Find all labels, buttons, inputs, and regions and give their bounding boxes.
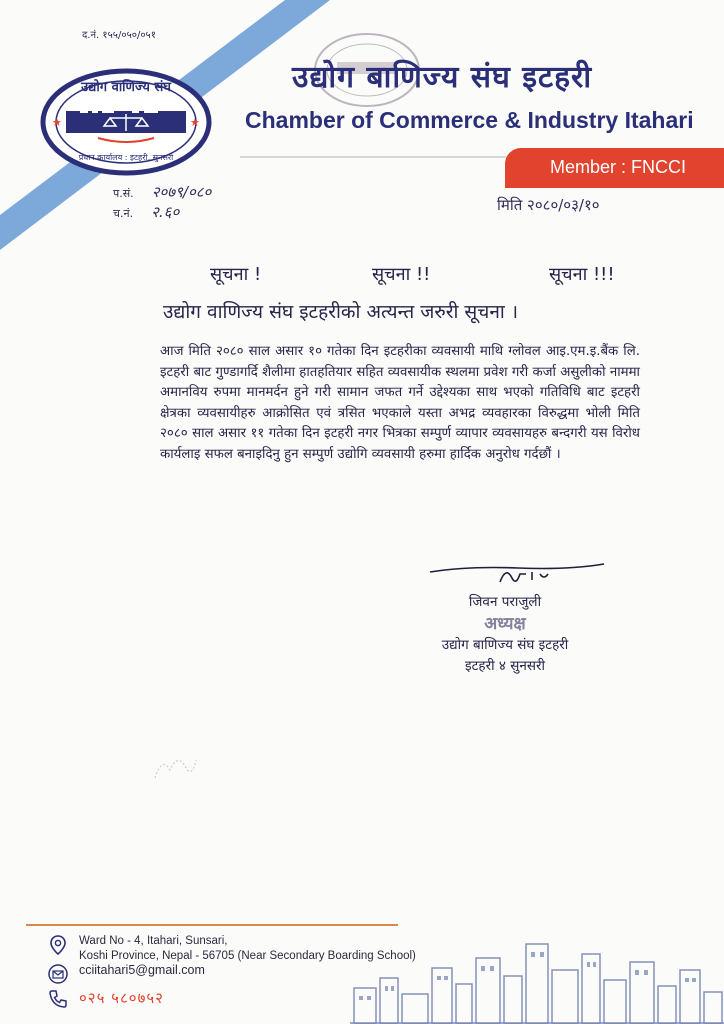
- chamber-logo: [40, 68, 212, 176]
- org-name-nepali: उद्योग बाणिज्य संघ इटहरी: [292, 60, 593, 95]
- logo-bottom-text: प्रधान कार्यालय : इटहरी, सुनसरी: [78, 153, 174, 162]
- notice-body: आज मिति २०८० साल असार १० गतेका दिन इटहरीका व्यवसायी माथि ग्लोवल आइ.एम.इ.बैंक लि. इटहरी बाट गुण्डागर्दि शैलीमा हातहतियार सहित व्यवसायीक स्थलमा प्रवेश गरी कर्जा असुलीको नाममा अमानविय रुपमा मानमर्दन हुने गरी सामान जफत गर्ने उद्देश्यका साथ भएको गतिविधि बाट इटहरी क्षेत्रका व्यवसायीहरु आक्रोसित एवं त्रसित भएकाले यस्ता अभद्र व्यवहारका विरुद्धमा भोली मिति २०८० साल असार ११ गतेका दिन इटहरी नगर भित्रका सम्पुर्ण व्यापार व्यवसायहरु बन्दगरी यस विरोध कार्यलाइ सफल बनाइदिनु हुन सम्पुर्ण उद्योगि व्यवसायी हरुमा हार्दिक अनुरोध गर्दछौं ।: [160, 344, 640, 462]
- member-banner: [505, 148, 724, 188]
- svg-text:★: ★: [52, 116, 62, 129]
- address-line-2: Koshi Province, Nepal - 56705 (Near Secondary Boarding School): [79, 950, 416, 962]
- notice-heading: उद्योग वाणिज्य संघ इटहरीको अत्यन्त जरुरी सूचना ।: [163, 301, 519, 323]
- signature: [428, 560, 608, 590]
- email-icon: [47, 963, 69, 985]
- signatory-name: जिवन पराजुली: [468, 594, 542, 610]
- ps-value: २०७९/०८०: [151, 183, 212, 201]
- email-address[interactable]: cciitahari5@gmail.com: [79, 963, 205, 977]
- footer-email: [47, 963, 205, 985]
- cn-label: च.नं.: [113, 207, 134, 220]
- cn-value: २.६०: [151, 203, 180, 221]
- signatory-title: अध्यक्ष: [484, 614, 526, 634]
- logo-top-text: उद्योग वाणिज्य संघ: [81, 80, 171, 95]
- notice-2: सूचना !!: [372, 264, 431, 285]
- address-line-1: Ward No - 4, Itahari, Sunsari,: [79, 935, 228, 947]
- letter-date: मिति २०८०/०३/१०: [497, 196, 600, 214]
- notice-1: सूचना !: [210, 264, 262, 285]
- signatory-place: इटहरी ४ सुनसरी: [465, 658, 545, 674]
- registration-number: द.नं. १५५/०५०/०५१: [82, 30, 156, 41]
- footer-divider: [26, 924, 398, 926]
- notice-3: सूचना !!!: [549, 264, 615, 285]
- footer-phone: [47, 988, 164, 1010]
- header-divider: [240, 156, 510, 158]
- signatory-org: उद्योग बाणिज्य संघ इटहरी: [441, 637, 569, 653]
- ps-label: प.सं.: [113, 187, 134, 200]
- org-name-english: Chamber of Commerce & Industry Itahari: [245, 107, 694, 133]
- paper-smudge: [150, 748, 200, 788]
- city-skyline-graphic: [350, 920, 724, 1024]
- phone-icon: [47, 988, 69, 1010]
- signatory-block: [420, 592, 590, 677]
- location-pin-icon: [47, 934, 69, 956]
- svg-text:★: ★: [190, 116, 200, 129]
- member-label: Member : FNCCI: [550, 157, 687, 177]
- reference-block: [113, 182, 211, 222]
- phone-number[interactable]: ०२५ ५८०७५२: [79, 989, 164, 1007]
